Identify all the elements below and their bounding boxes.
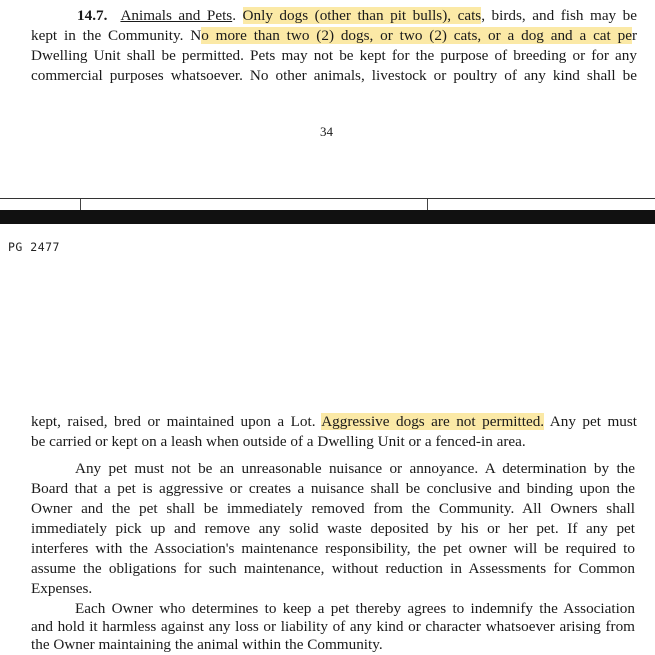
line1-rest: , birds, and fish may be <box>481 7 638 24</box>
highlight-pet-limit: o more than two (2) dogs, or two (2) cats, or a dog and a cat pe <box>201 27 632 44</box>
line2-end: r <box>631 27 637 44</box>
p3-line: Each Owner who determines to keep a pet thereby agrees to indemnify the Association <box>75 600 635 617</box>
p2-line: assume the obligations for such maintenance, without reduction in Assessments for Common <box>31 560 635 577</box>
highlight-aggressive-dogs: Aggressive dogs are not permitted. <box>321 413 545 430</box>
p2-line: Board that a pet is aggressive or creates a nuisance shall be conclusive and binding upon the <box>31 480 635 497</box>
section-heading: Animals and Pets <box>120 7 233 24</box>
heading-period: . <box>232 7 243 24</box>
p1-line-1 <box>31 412 637 432</box>
body-line-4: commercial purposes whatsoever. No other animals, livestock or poultry of any kind shall be <box>31 67 637 84</box>
page-number: 34 <box>320 124 333 139</box>
highlight-allowed-pets: Only dogs (other than pit bulls), cats <box>242 7 482 24</box>
p3-line: the Owner maintaining the animal within the Community. <box>31 636 383 653</box>
line2-start: kept in the Community. N <box>31 27 202 44</box>
p2-line: Owner and the pet shall be immediately removed from the Community. All Owners shall <box>31 500 635 517</box>
p3-line: and hold it harmless against any loss or liability of any kind or character whatsoever arising from <box>31 618 635 635</box>
p1-end: Any pet must <box>544 413 637 430</box>
p2-line: Expenses. <box>31 580 93 597</box>
page-stamp: PG 2477 <box>8 240 60 254</box>
p2-line: interferes with the Association's maintenance responsibility, the pet owner will be required to <box>31 540 635 557</box>
page-separator <box>0 198 655 199</box>
p1-start: kept, raised, bred or maintained upon a Lot. <box>31 413 322 430</box>
upper-document-page <box>0 0 655 200</box>
body-line-2 <box>31 26 637 46</box>
section-number: 14.7. <box>77 7 108 24</box>
scan-gap-band <box>0 210 655 224</box>
p2-line: Any pet must not be an unreasonable nuisance or annoyance. A determination by the <box>75 460 635 477</box>
section-heading-line <box>77 6 637 26</box>
p2-line: immediately pick up and remove any solid waste deposited by his or her pet. If any pet <box>31 520 635 537</box>
body-line-3: Dwelling Unit shall be permitted. Pets may not be kept for the purpose of breeding or for any <box>31 47 637 64</box>
p1-line-2: be carried or kept on a leash when outside of a Dwelling Unit or a fenced-in area. <box>31 433 526 450</box>
